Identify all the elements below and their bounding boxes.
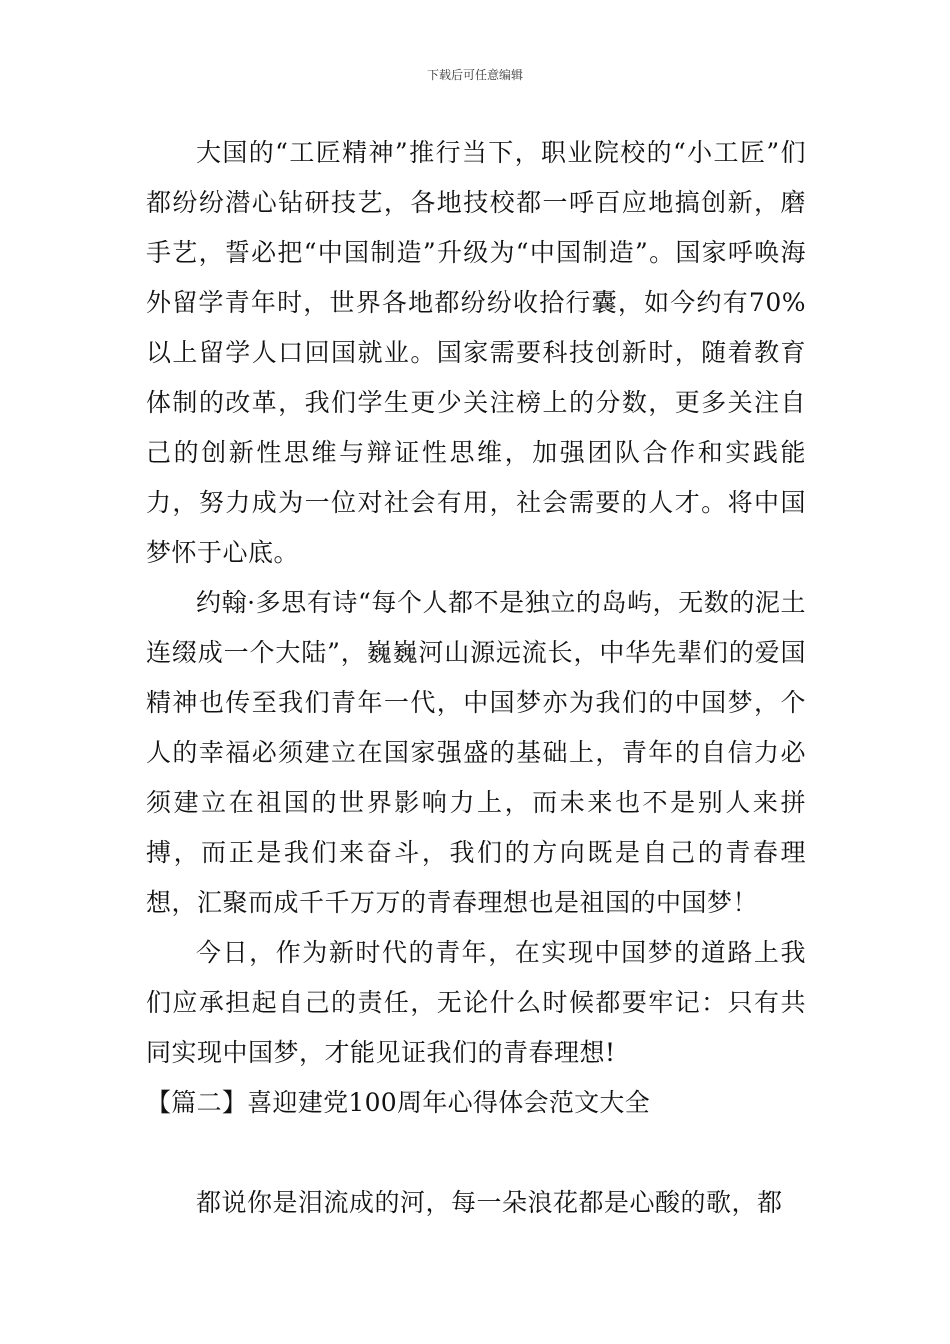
section-heading: 【篇二】喜迎建党100周年心得体会范文大全 — [146, 1088, 651, 1117]
document-body — [146, 128, 806, 1228]
paragraph-craftsman-spirit: 大国的“工匠精神”推行当下，职业院校的“小工匠”们都纷纷潜心钻研技艺，各地技校都一呼百应地搞创新，磨手艺，誓必把“中国制造”升级为“中国制造”。国家呼唤海外留学青年时，世界各地都纷纷收拾行囊，如今约有70%以上留学人口回国就业。国家需要科技创新时，随着教育体制的改革，我们学生更少关注榜上的分数，更多关注自己的创新性思维与辩证性思维，加强团队合作和实践能力，努力成为一位对社会有用，社会需要的人才。将中国梦怀于心底。 — [146, 138, 806, 567]
header-note: 下载后可任意编辑 — [426, 68, 523, 82]
section-spacer — [146, 1128, 806, 1178]
paragraph-youth-responsibility: 今日，作为新时代的青年，在实现中国梦的道路上我们应承担起自己的责任，无论什么时候都要牢记：只有共同实现中国梦，才能见证我们的青春理想! — [146, 938, 806, 1067]
paragraph-john-donne-poem: 约翰·多思有诗“每个人都不是独立的岛屿，无数的泥土连缀成一个大陆”，巍巍河山源远流长，中华先辈们的爱国精神也传至我们青年一代，中国梦亦为我们的中国梦，个人的幸福必须建立在国家强盛的基础上，青年的自信力必须建立在祖国的世界影响力上，而未来也不是别人来拼搏，而正是我们来奋斗，我们的方向既是自己的青春理想，汇聚而成千千万万的青春理想也是祖国的中国梦！ — [146, 588, 806, 917]
paragraph-next-section-start: 都说你是泪流成的河，每一朵浪花都是心酸的歌，都 — [196, 1188, 783, 1217]
